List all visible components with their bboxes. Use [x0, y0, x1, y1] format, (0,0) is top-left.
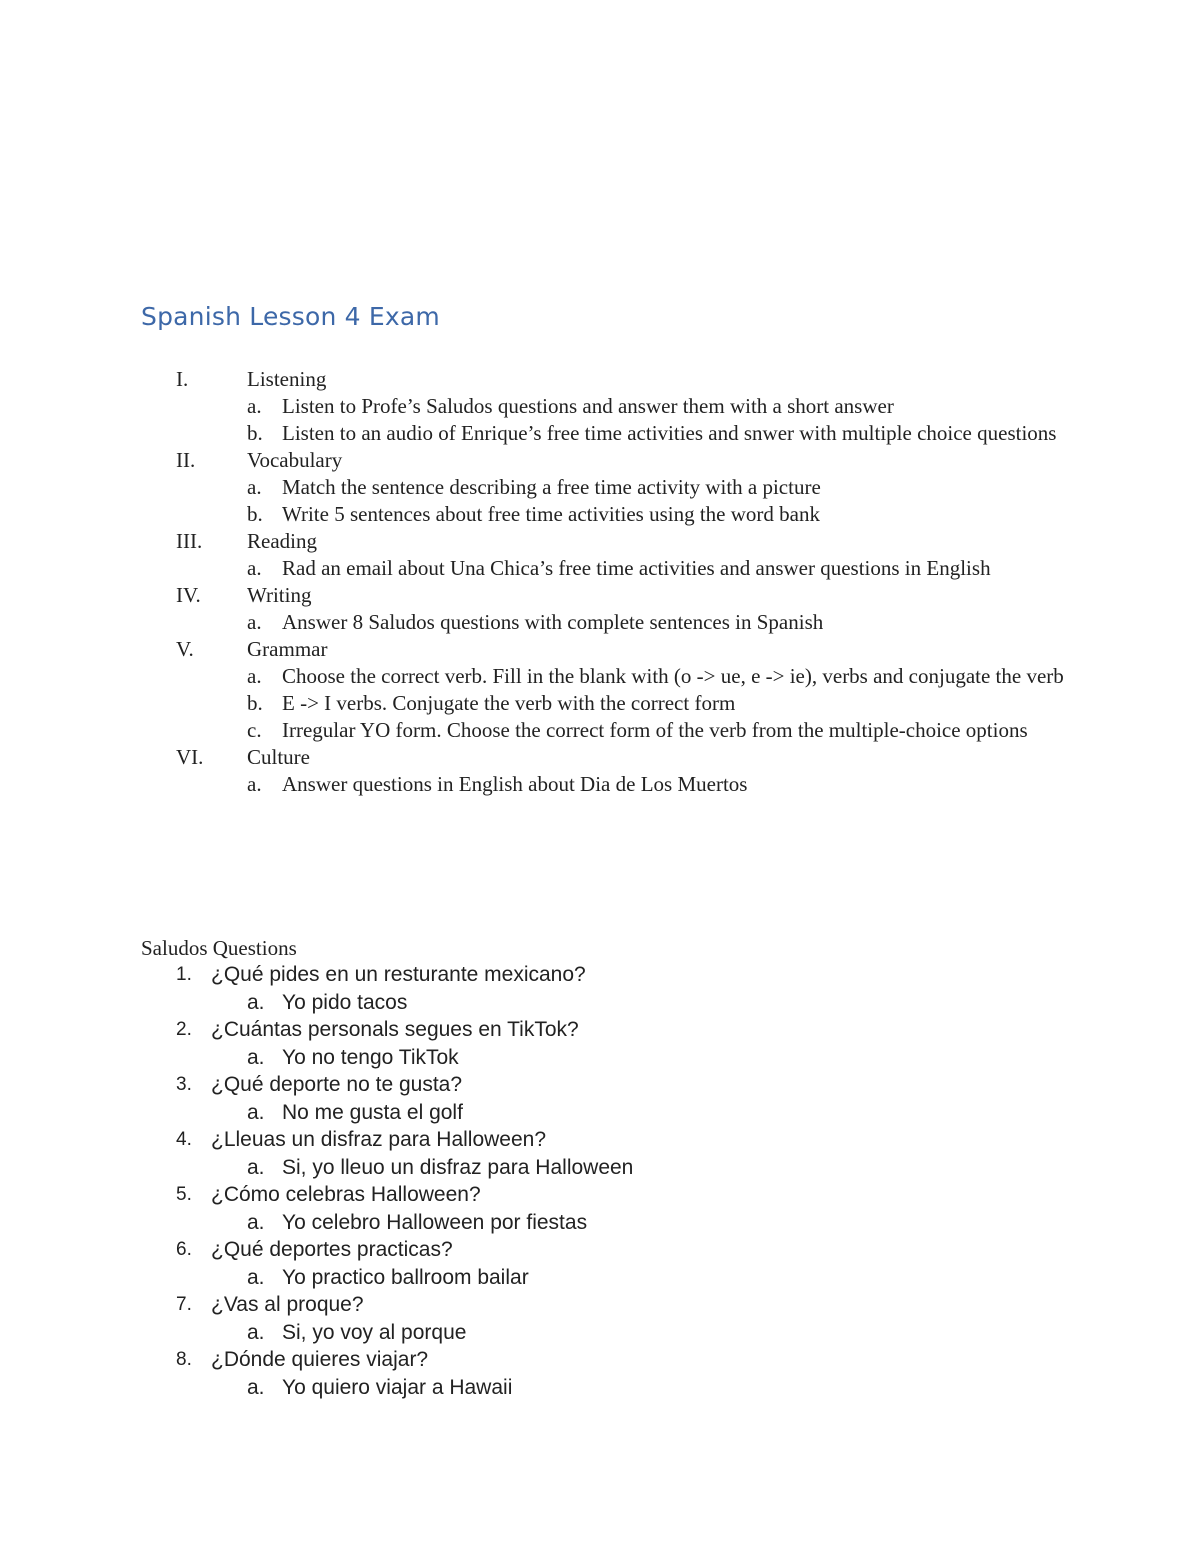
- answer-text: Yo quiero viajar a Hawaii: [282, 1375, 513, 1399]
- section-heading: Vocabulary: [247, 448, 343, 472]
- question-number: 3.: [176, 1074, 192, 1095]
- section-numeral: VI.: [176, 745, 204, 769]
- answer-item: [0, 1209, 1200, 1237]
- question-item: [0, 1126, 1200, 1154]
- outline-item: [0, 609, 1200, 636]
- item-letter: b.: [247, 691, 263, 715]
- question-text: ¿Cuántas personals segues en TikTok?: [211, 1018, 579, 1041]
- item-letter: b.: [247, 421, 263, 445]
- answer-letter: a.: [247, 1045, 265, 1069]
- question-item: [0, 1346, 1200, 1374]
- item-text: Answer questions in English about Dia de Los Muertos: [282, 772, 748, 796]
- answer-item: [0, 1264, 1200, 1292]
- saludos-heading: Saludos Questions: [141, 936, 297, 960]
- section-numeral: IV.: [176, 583, 201, 607]
- answer-letter: a.: [247, 1320, 265, 1344]
- answer-item: [0, 1099, 1200, 1127]
- question-text: ¿Qué deportes practicas?: [211, 1238, 453, 1261]
- question-text: ¿Dónde quieres viajar?: [211, 1348, 429, 1371]
- item-letter: b.: [247, 502, 263, 526]
- answer-text: Si, yo voy al porque: [282, 1320, 467, 1344]
- item-text: Rad an email about Una Chica’s free time activities and answer questions in English: [282, 556, 991, 580]
- outline-item: [0, 690, 1200, 717]
- item-text: Match the sentence describing a free time activity with a picture: [282, 475, 821, 499]
- answer-letter: a.: [247, 1210, 265, 1234]
- outline-section: [0, 366, 1200, 393]
- answer-text: Si, yo lleuo un disfraz para Halloween: [282, 1155, 634, 1179]
- question-item: [0, 1236, 1200, 1264]
- answer-item: [0, 1154, 1200, 1182]
- answer-item: [0, 1044, 1200, 1072]
- section-heading: Grammar: [247, 637, 328, 661]
- question-item: [0, 1291, 1200, 1319]
- question-number: 4.: [176, 1129, 192, 1150]
- question-text: ¿Qué pides en un resturante mexicano?: [211, 963, 586, 986]
- section-numeral: III.: [176, 529, 203, 553]
- answer-letter: a.: [247, 1155, 265, 1179]
- answer-text: Yo celebro Halloween por fiestas: [282, 1210, 588, 1234]
- item-text: Listen to an audio of Enrique’s free time activities and snwer with multiple choice questions: [282, 421, 1057, 445]
- item-text: Choose the correct verb. Fill in the blank with (o -> ue, e -> ie), verbs and conjugate the verb: [282, 664, 1064, 688]
- outline-section: [0, 636, 1200, 663]
- answer-letter: a.: [247, 1375, 265, 1399]
- item-text: Write 5 sentences about free time activities using the word bank: [282, 502, 820, 526]
- section-numeral: II.: [176, 448, 196, 472]
- item-letter: a.: [247, 772, 262, 796]
- question-text: ¿Lleuas un disfraz para Halloween?: [211, 1128, 547, 1151]
- answer-item: [0, 1374, 1200, 1402]
- saludos-question-list: [0, 961, 1200, 1401]
- answer-item: [0, 1319, 1200, 1347]
- item-text: Irregular YO form. Choose the correct form of the verb from the multiple-choice options: [282, 718, 1028, 742]
- answer-letter: a.: [247, 1265, 265, 1289]
- section-heading: Reading: [247, 529, 317, 553]
- section-heading: Listening: [247, 367, 327, 391]
- item-letter: a.: [247, 610, 262, 634]
- item-letter: c.: [247, 718, 262, 742]
- item-letter: a.: [247, 556, 262, 580]
- outline-section: [0, 744, 1200, 771]
- outline-item: [0, 771, 1200, 798]
- item-letter: a.: [247, 394, 262, 418]
- section-numeral: V.: [176, 637, 194, 661]
- outline-item: [0, 663, 1200, 690]
- exam-outline: [0, 366, 1200, 798]
- question-item: [0, 1071, 1200, 1099]
- item-text: Answer 8 Saludos questions with complete sentences in Spanish: [282, 610, 824, 634]
- answer-text: Yo no tengo TikTok: [282, 1045, 459, 1069]
- outline-item: [0, 717, 1200, 744]
- question-item: [0, 1181, 1200, 1209]
- document-title: Spanish Lesson 4 Exam: [141, 302, 440, 331]
- answer-text: Yo practico ballroom bailar: [282, 1265, 529, 1289]
- question-text: ¿Vas al proque?: [211, 1293, 364, 1316]
- answer-letter: a.: [247, 1100, 265, 1124]
- question-item: [0, 961, 1200, 989]
- question-number: 2.: [176, 1019, 192, 1040]
- question-number: 5.: [176, 1184, 192, 1205]
- question-text: ¿Qué deporte no te gusta?: [211, 1073, 463, 1096]
- outline-item: [0, 420, 1200, 447]
- question-number: 1.: [176, 964, 192, 985]
- section-heading: Culture: [247, 745, 310, 769]
- outline-section: [0, 528, 1200, 555]
- question-number: 8.: [176, 1349, 192, 1370]
- section-heading: Writing: [247, 583, 312, 607]
- outline-item: [0, 474, 1200, 501]
- item-text: E -> I verbs. Conjugate the verb with the correct form: [282, 691, 736, 715]
- answer-item: [0, 989, 1200, 1017]
- outline-section: [0, 582, 1200, 609]
- outline-section: [0, 447, 1200, 474]
- item-text: Listen to Profe’s Saludos questions and answer them with a short answer: [282, 394, 894, 418]
- item-letter: a.: [247, 664, 262, 688]
- outline-item: [0, 555, 1200, 582]
- answer-letter: a.: [247, 990, 265, 1014]
- question-number: 6.: [176, 1239, 192, 1260]
- outline-item: [0, 393, 1200, 420]
- question-item: [0, 1016, 1200, 1044]
- answer-text: Yo pido tacos: [282, 990, 408, 1014]
- section-numeral: I.: [176, 367, 189, 391]
- question-text: ¿Cómo celebras Halloween?: [211, 1183, 481, 1206]
- question-number: 7.: [176, 1294, 192, 1315]
- answer-text: No me gusta el golf: [282, 1100, 463, 1124]
- item-letter: a.: [247, 475, 262, 499]
- outline-item: [0, 501, 1200, 528]
